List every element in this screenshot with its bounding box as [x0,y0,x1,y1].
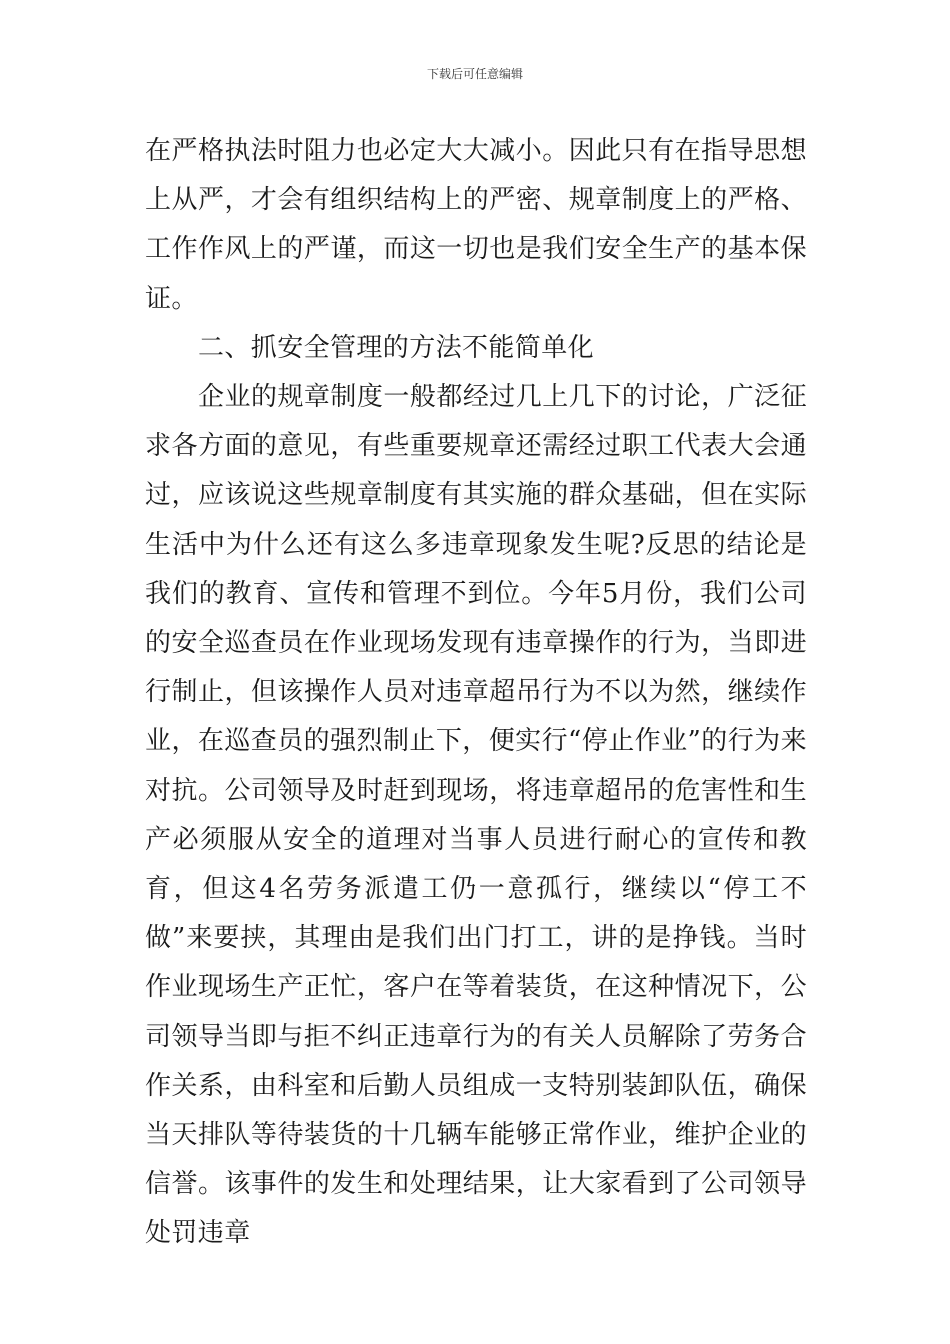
paragraph-body: 企业的规章制度一般都经过几上几下的讨论，广泛征求各方面的意见，有些重要规章还需经过职工代表大会通过，应该说这些规章制度有其实施的群众基础，但在实际生活中为什么还有这么多违章现象发生呢?反思的结论是我们的教育、宣传和管理不到位。今年5月份，我们公司的安全巡查员在作业现场发现有违章操作的行为，当即进行制止，但该操作人员对违章超吊行为不以为然，继续作业，在巡查员的强烈制止下，便实行“停止作业”的行为来对抗。公司领导及时赶到现场，将违章超吊的危害性和生产必须服从安全的道理对当事人员进行耐心的宣传和教育，但这4名劳务派遣工仍一意孤行，继续以“停工不做”来要挟，其理由是我们出门打工，讲的是挣钱。当时作业现场生产正忙，客户在等着装货，在这种情况下，公司领导当即与拒不纠正违章行为的有关人员解除了劳务合作关系，由科室和后勤人员组成一支特别装卸队伍，确保当天排队等待装货的十几辆车能够正常作业，维护企业的信誉。该事件的发生和处理结果，让大家看到了公司领导处罚违章 [145,382,807,1249]
page-header: 下载后可任意编辑 [426,67,523,81]
paragraph-continued: 在严格执法时阻力也必定大大减小。因此只有在指导思想上从严，才会有组织结构上的严密、规章制度上的严格、工作作风上的严谨，而这一切也是我们安全生产的基本保证。 [145,136,807,314]
document-body [145,127,807,1259]
section-heading: 二、抓安全管理的方法不能简单化 [198,332,595,363]
